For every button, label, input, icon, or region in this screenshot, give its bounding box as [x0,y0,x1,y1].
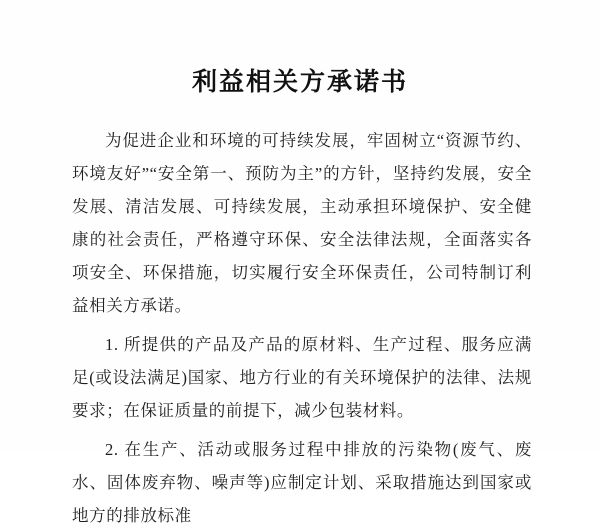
document-body [0,124,600,532]
paragraph-item-2: 2. 在生产、活动或服务过程中排放的污染物(废气、废水、固体废弃物、噪声等)应制定计划、采取措施达到国家或地方的排放标准 [72,440,532,525]
paragraph-preamble: 为促进企业和环境的可持续发展，牢固树立“资源节约、环境友好”“安全第一、预防为主”的方针，坚持约发展，安全发展、清洁发展、可持续发展，主动承担环境保护、安全健康的社会责任，严格遵守环保、安全法律法规，全面落实各项安全、环保措施，切实履行安全环保责任，公司特制订利益相关方承诺。 [72,131,532,315]
document-title: 利益相关方承诺书 [191,69,408,96]
paragraph-item-1: 1. 所提供的产品及产品的原材料、生产过程、服务应满足(或设法满足)国家、地方行业的有关环境保护的法律、法规要求；在保证质量的前提下，减少包装材料。 [72,335,532,420]
